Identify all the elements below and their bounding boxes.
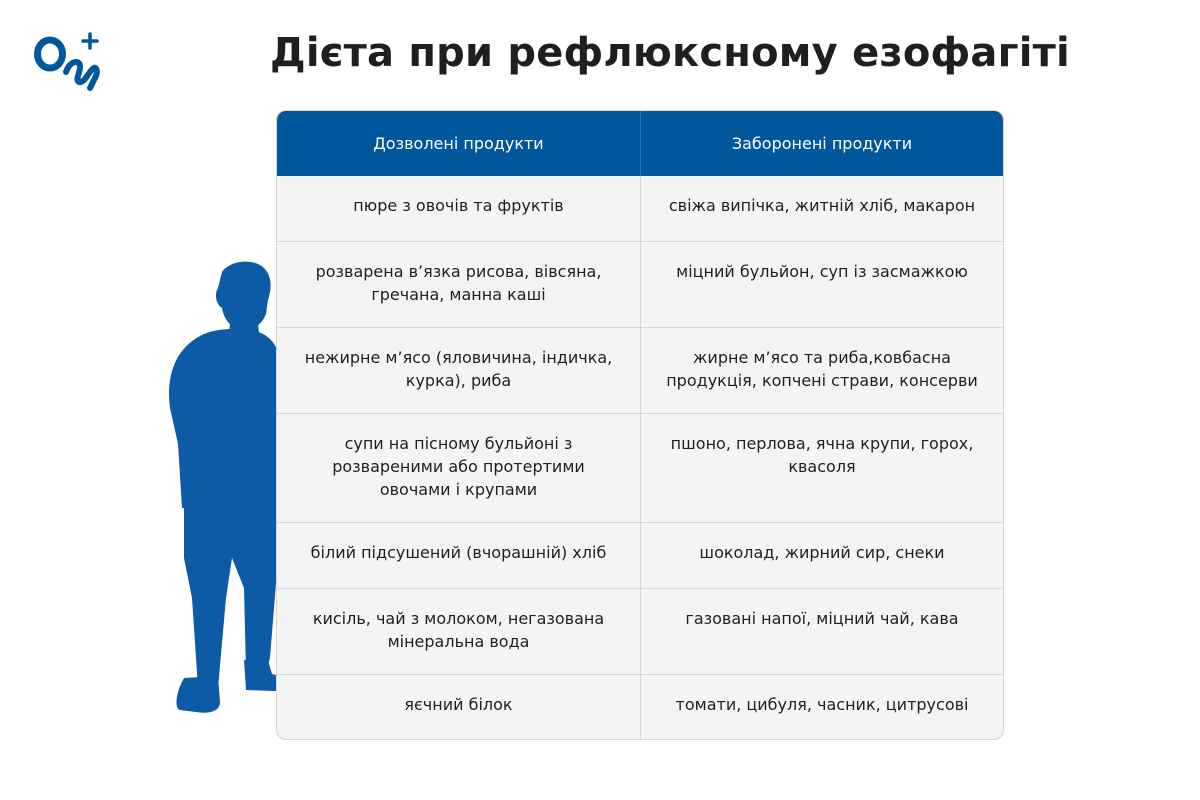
forbidden-cell: томати, цибуля, часник, цитрусові	[640, 674, 1003, 739]
allowed-cell: супи на пісному бульйоні з розвареними або протертими овочами і крупами	[277, 413, 640, 522]
diet-table	[276, 110, 1004, 740]
table-row	[277, 674, 1003, 739]
allowed-cell: білий підсушений (вчорашній) хліб	[277, 522, 640, 588]
forbidden-cell: газовані напої, міцний чай, кава	[640, 588, 1003, 674]
forbidden-cell: шоколад, жирний сир, снеки	[640, 522, 1003, 588]
allowed-cell: яєчний білок	[277, 674, 640, 739]
allowed-cell: нежирне м’ясо (яловичина, індичка, курка), риба	[277, 327, 640, 413]
forbidden-products-header: Заборонені продукти	[640, 111, 1003, 176]
table-row	[277, 176, 1003, 241]
forbidden-cell: свіжа випічка, житній хліб, макарон	[640, 176, 1003, 241]
forbidden-cell: жирне м’ясо та риба,ковбасна продукція, копчені страви, консерви	[640, 327, 1003, 413]
table-row	[277, 588, 1003, 674]
page-title: Дієта при рефлюксному езофагіті	[270, 30, 1070, 76]
forbidden-cell: міцний бульйон, суп із засмажкою	[640, 241, 1003, 327]
on-plus-logo-icon	[32, 28, 104, 96]
allowed-cell: розварена в’язка рисова, вівсяна, гречана, манна каші	[277, 241, 640, 327]
table-row	[277, 327, 1003, 413]
forbidden-cell: пшоно, перлова, ячна крупи, горох, квасоля	[640, 413, 1003, 522]
table-row	[277, 241, 1003, 327]
table-row	[277, 522, 1003, 588]
allowed-cell: пюре з овочів та фруктів	[353, 196, 564, 215]
table-header-row	[277, 111, 1003, 176]
allowed-products-header: Дозволені продукти	[277, 111, 640, 176]
table-row	[277, 413, 1003, 522]
allowed-cell: кисіль, чай з молоком, негазована мінеральна вода	[277, 588, 640, 674]
